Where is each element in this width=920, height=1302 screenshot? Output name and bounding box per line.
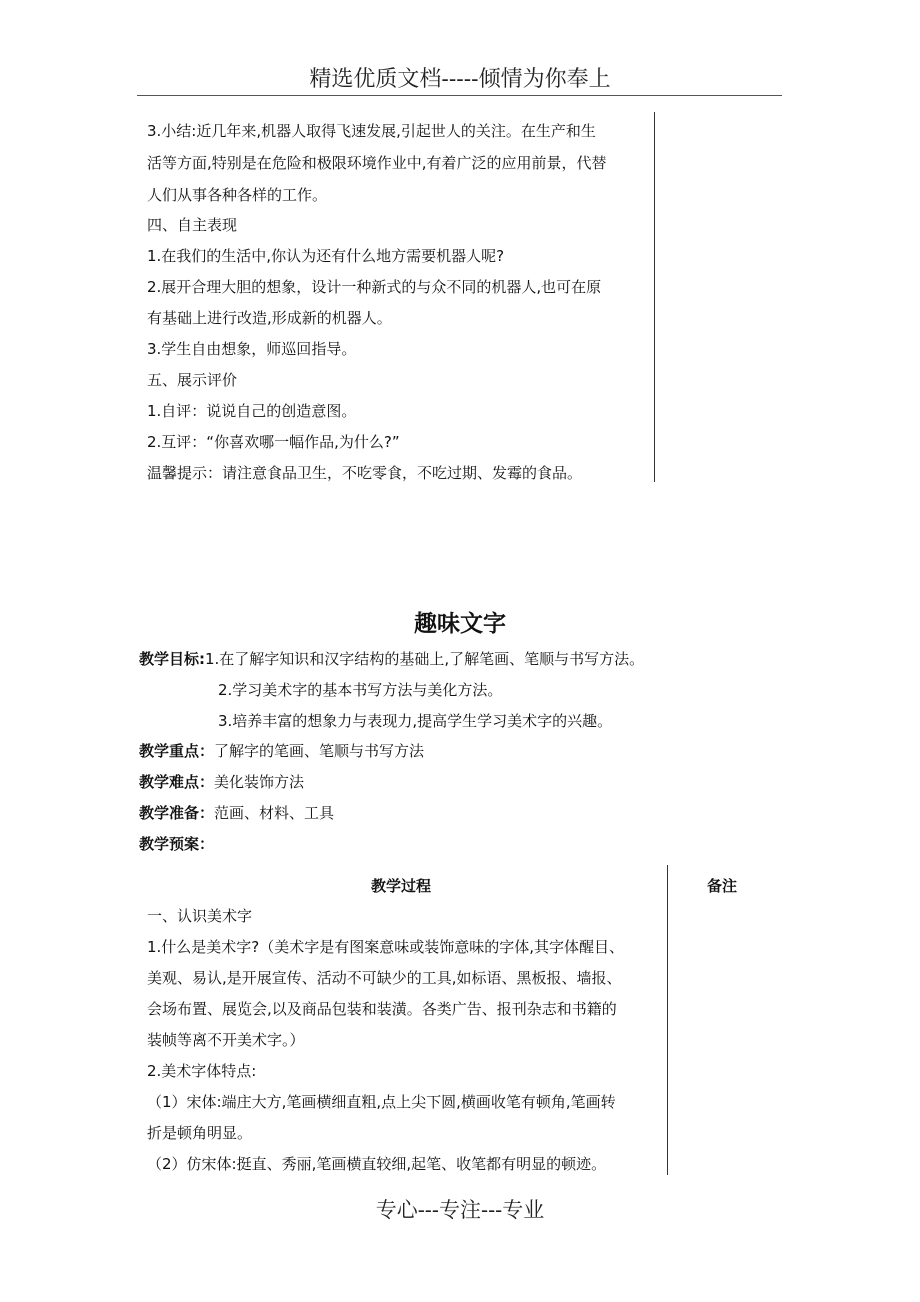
upper-box-line: 五、展示评价 bbox=[147, 371, 238, 389]
process-line: 一、认识美术字 bbox=[147, 907, 253, 925]
process-line: 1.什么是美术字?（美术字是有图案意味或装饰意味的字体,其字体醒目、 bbox=[147, 938, 625, 956]
process-line: （2）仿宋体:挺直、秀丽,笔画横直较细,起笔、收笔都有明显的顿迹。 bbox=[147, 1155, 607, 1173]
process-line: 会场布置、展览会,以及商品包装和装潢。各类广告、报刊杂志和书籍的 bbox=[147, 1000, 617, 1018]
header-divider bbox=[137, 95, 782, 96]
goals-label: 教学目标: bbox=[139, 650, 205, 668]
goal-item: 2.学习美术字的基本书写方法与美化方法。 bbox=[218, 681, 503, 699]
goal-item: 1.在了解字知识和汉字结构的基础上,了解笔画、笔顺与书写方法。 bbox=[205, 650, 645, 668]
key-points-value: 了解字的笔画、笔顺与书写方法 bbox=[214, 742, 425, 760]
upper-box-line: 2.互评：“你喜欢哪一幅作品,为什么?” bbox=[147, 433, 400, 451]
process-line: 2.美术字体特点: bbox=[147, 1062, 257, 1080]
notes-column-header: 备注 bbox=[707, 877, 738, 895]
upper-box-line: 3.小结:近几年来,机器人取得飞速发展,引起世人的关注。在生产和生 bbox=[147, 122, 596, 140]
upper-box-line: 活等方面,特别是在危险和极限环境作业中,有着广泛的应用前景，代替 bbox=[147, 154, 607, 172]
upper-box-line: 四、自主表现 bbox=[147, 216, 238, 234]
key-points-row bbox=[139, 740, 424, 761]
upper-box-line: 有基础上进行改造,形成新的机器人。 bbox=[147, 309, 392, 327]
upper-box-line: 2.展开合理大胆的想象，设计一种新式的与众不同的机器人,也可在原 bbox=[147, 278, 602, 296]
upper-box-line: 1.在我们的生活中,你认为还有什么地方需要机器人呢? bbox=[147, 247, 505, 265]
upper-box-line: 温馨提示：请注意食品卫生，不吃零食，不吃过期、发霉的食品。 bbox=[147, 464, 583, 482]
page-header-title: 精选优质文档-----倾情为你奉上 bbox=[309, 67, 611, 92]
process-line: 美观、易认,是开展宣传、活动不可缺少的工具,如标语、黑板报、墙报、 bbox=[147, 969, 622, 987]
prep-value: 范画、材料、工具 bbox=[214, 804, 335, 822]
process-table-column-divider bbox=[667, 865, 668, 1175]
upper-box-line: 1.自评：说说自己的创造意图。 bbox=[147, 402, 357, 420]
process-line: 装帧等离不开美术字。） bbox=[147, 1031, 305, 1049]
difficulties-row bbox=[139, 771, 304, 792]
plan-label: 教学预案： bbox=[139, 835, 215, 853]
prep-row bbox=[139, 802, 334, 823]
page-footer: 专心---专注---专业 bbox=[375, 1198, 545, 1222]
difficulties-value: 美化装饰方法 bbox=[214, 773, 305, 791]
key-points-label: 教学重点： bbox=[139, 742, 215, 760]
difficulties-label: 教学难点： bbox=[139, 773, 215, 791]
upper-box-line: 人们从事各种各样的工作。 bbox=[147, 186, 328, 204]
lesson-title: 趣味文字 bbox=[414, 611, 506, 637]
upper-box-line: 3.学生自由想象，师巡回指导。 bbox=[147, 340, 357, 358]
prep-label: 教学准备： bbox=[139, 804, 215, 822]
goal-item: 3.培养丰富的想象力与表现力,提高学生学习美术字的兴趣。 bbox=[218, 712, 613, 730]
goals-row bbox=[139, 648, 644, 669]
process-line: 折是顿角明显。 bbox=[147, 1124, 253, 1142]
process-line: （1）宋体:端庄大方,笔画横细直粗,点上尖下圆,横画收笔有顿角,笔画转 bbox=[147, 1093, 616, 1111]
process-column-header: 教学过程 bbox=[371, 877, 432, 895]
upper-box-right-border bbox=[654, 112, 655, 482]
